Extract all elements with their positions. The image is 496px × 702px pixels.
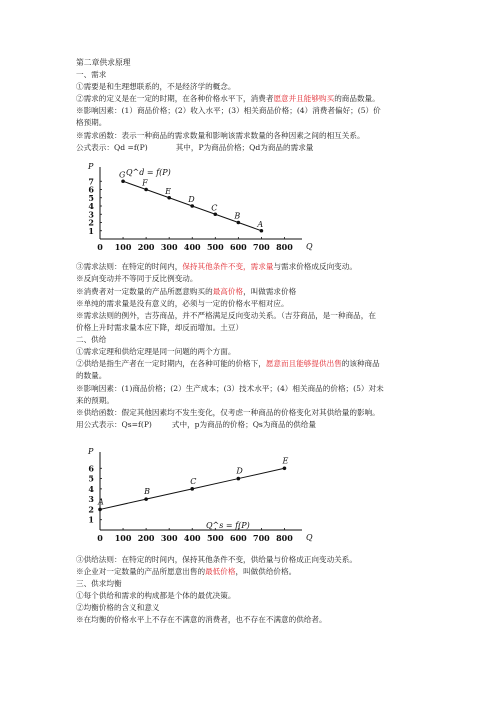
x-axis-label: Q bbox=[306, 242, 313, 251]
point-label: E bbox=[282, 456, 289, 466]
x-axis-label: Q bbox=[306, 533, 313, 542]
point-label: C bbox=[211, 203, 218, 213]
x-tick-label: 300 bbox=[160, 533, 178, 543]
highlight-text: 最高价格 bbox=[212, 287, 244, 296]
x-tick-label: 400 bbox=[183, 533, 201, 543]
x-tick-label: 600 bbox=[230, 533, 247, 543]
y-tick-label: 3 bbox=[88, 494, 94, 505]
y-tick-label: 5 bbox=[88, 192, 94, 203]
formula-line: 公式表示：Qd =f(P) 其中，P为商品价格；Qd为商品的需求量 bbox=[76, 143, 314, 152]
data-point bbox=[237, 221, 241, 225]
paragraph: ①每个供给和需求的构成都是个体的最优决策。 bbox=[76, 591, 236, 600]
x-tick-label: 800 bbox=[276, 242, 293, 252]
x-tick-label: 800 bbox=[276, 533, 293, 543]
section-heading-supply: 二、供给 bbox=[76, 335, 107, 344]
point-label: D bbox=[236, 466, 243, 476]
x-tick-label: 400 bbox=[183, 242, 201, 252]
y-tick-label: 4 bbox=[88, 201, 94, 211]
paragraph: ※需求函数：表示一种商品的需求数量和影响该需求数量的各种因素之间的相互关系。 bbox=[76, 131, 365, 140]
point-label: B bbox=[144, 487, 151, 497]
data-point bbox=[98, 508, 102, 512]
paragraph: 来的预期。 bbox=[76, 396, 114, 405]
paragraph: ※影响因素：(1）商品价格；(2）收入水平；(3）相关商品价格；(4）消费者偏好；(5）价 bbox=[76, 106, 381, 115]
data-point bbox=[144, 188, 148, 192]
paragraph: ※反向变动并不等同于反比例变动。 bbox=[76, 274, 198, 283]
curve-label: Q^d = f(P) bbox=[126, 168, 171, 177]
point-label: A bbox=[257, 219, 264, 229]
data-point bbox=[190, 204, 194, 208]
formula-line: 用公式表示：Qs=f(P) 式中，p为商品的价格；Qs为商品的供给量 bbox=[76, 420, 316, 429]
x-tick-label: 0 bbox=[97, 242, 103, 252]
x-tick-label: 700 bbox=[253, 533, 270, 543]
section-heading-demand: 一、需求 bbox=[76, 70, 107, 79]
data-point bbox=[121, 179, 125, 183]
x-tick-label: 200 bbox=[137, 242, 155, 252]
paragraph: ①需要是和生理想联系的，不是经济学的概念。 bbox=[76, 82, 236, 91]
x-tick-label: 200 bbox=[137, 533, 155, 543]
highlight-text: 愿意而且能够提供出售 bbox=[265, 359, 342, 368]
point-label: G bbox=[119, 170, 126, 180]
point-label: E bbox=[165, 186, 172, 196]
data-point bbox=[237, 477, 241, 481]
highlight-text: 愿意并且能够购买 bbox=[273, 94, 335, 103]
paragraph: ②供给是指生产者在一定时期内，在各种可能的价格下，愿意而且能够提供出售的该种商品 bbox=[76, 359, 380, 368]
y-axis-label: P bbox=[88, 163, 94, 171]
y-tick-label: 6 bbox=[88, 184, 94, 195]
paragraph: 的数量。 bbox=[76, 371, 107, 380]
paragraph: ※单纯的需求量是没有意义的，必须与一定的价格水平相对应。 bbox=[76, 299, 289, 308]
x-tick-label: 100 bbox=[114, 242, 132, 252]
section-heading-equilibrium: 三、供求均衡 bbox=[76, 579, 122, 588]
point-label: D bbox=[188, 195, 195, 204]
demand-curve-chart bbox=[84, 163, 344, 253]
x-tick-label: 300 bbox=[160, 242, 178, 252]
point-label: C bbox=[190, 476, 197, 486]
paragraph: ※需求法则的例外，吉芬商品，并不严格满足反向变动关系。（吉芬商品，是一种商品，在 bbox=[76, 311, 376, 320]
data-point bbox=[213, 212, 217, 216]
paragraph: ※企业对一定数量的产品所愿意出售的最低价格，叫做供给价格。 bbox=[76, 567, 297, 576]
paragraph: ③供给法则：在特定的时间内，保持其他条件不变，供给量与价格成正向变动关系。 bbox=[76, 555, 357, 564]
x-tick-label: 600 bbox=[230, 242, 247, 252]
y-tick-label: 1 bbox=[88, 514, 94, 525]
y-axis-label: P bbox=[88, 447, 94, 456]
paragraph: ①需求定理和供给定理是同一问题的两个方面。 bbox=[76, 347, 236, 356]
data-point bbox=[144, 497, 148, 501]
x-tick-label: 500 bbox=[206, 533, 224, 543]
data-point bbox=[190, 487, 194, 491]
paragraph: 格预期。 bbox=[76, 118, 107, 127]
point-label: F bbox=[142, 178, 148, 188]
curve-label: Q^s = f(P) bbox=[206, 521, 250, 530]
y-tick-label: 4 bbox=[88, 483, 94, 494]
x-tick-label: 0 bbox=[97, 533, 103, 543]
y-tick-label: 3 bbox=[88, 209, 94, 220]
y-tick-label: 2 bbox=[88, 504, 94, 515]
x-tick-label: 100 bbox=[114, 533, 132, 543]
supply-curve-chart bbox=[84, 446, 344, 546]
y-tick-label: 7 bbox=[88, 176, 94, 187]
highlight-text: 保持其他条件不变，需求量 bbox=[182, 262, 274, 271]
paragraph: ※消费者对一定数量的产品所愿意购买的最高价格，叫做需求价格 bbox=[76, 287, 297, 296]
chapter-title: 第二章供求原理 bbox=[76, 58, 131, 67]
data-point bbox=[167, 196, 171, 200]
paragraph: ②需求的定义是在一定的时期，在各种价格水平下，消费者愿意并且能够购买的商品数量。 bbox=[76, 94, 380, 103]
paragraph: ※在均衡的价格水平上不存在不满意的消费者，也不存在不满意的供给者。 bbox=[76, 615, 327, 624]
y-tick-label: 2 bbox=[88, 217, 94, 228]
point-label: A bbox=[98, 497, 104, 507]
data-point bbox=[260, 229, 264, 233]
paragraph: ※影响因素：(1)商品价格；(2）生产成本；(3）技术水平；(4）相关商品的价格；(5）对未 bbox=[76, 384, 384, 393]
point-label: B bbox=[234, 211, 241, 221]
y-tick-label: 6 bbox=[88, 463, 94, 474]
y-tick-label: 5 bbox=[88, 473, 94, 484]
paragraph: 价格上升时需求量本应下降，却反而增加。土豆） bbox=[76, 323, 244, 332]
highlight-text: 最低价格 bbox=[205, 567, 236, 576]
y-tick-label: 1 bbox=[88, 225, 94, 236]
x-tick-label: 500 bbox=[206, 242, 224, 252]
paragraph: ②均衡价格的含义和意义 bbox=[76, 603, 160, 612]
x-tick-label: 700 bbox=[253, 242, 270, 252]
data-point bbox=[283, 466, 287, 470]
paragraph: ③需求法则：在特定的时间内，保持其他条件不变，需求量与需求价格成反向变动。 bbox=[76, 262, 357, 271]
paragraph: ※供给函数：假定其他因素均不发生变化，仅考虑一种商品的价格变化对其供给量的影响。 bbox=[76, 408, 380, 417]
